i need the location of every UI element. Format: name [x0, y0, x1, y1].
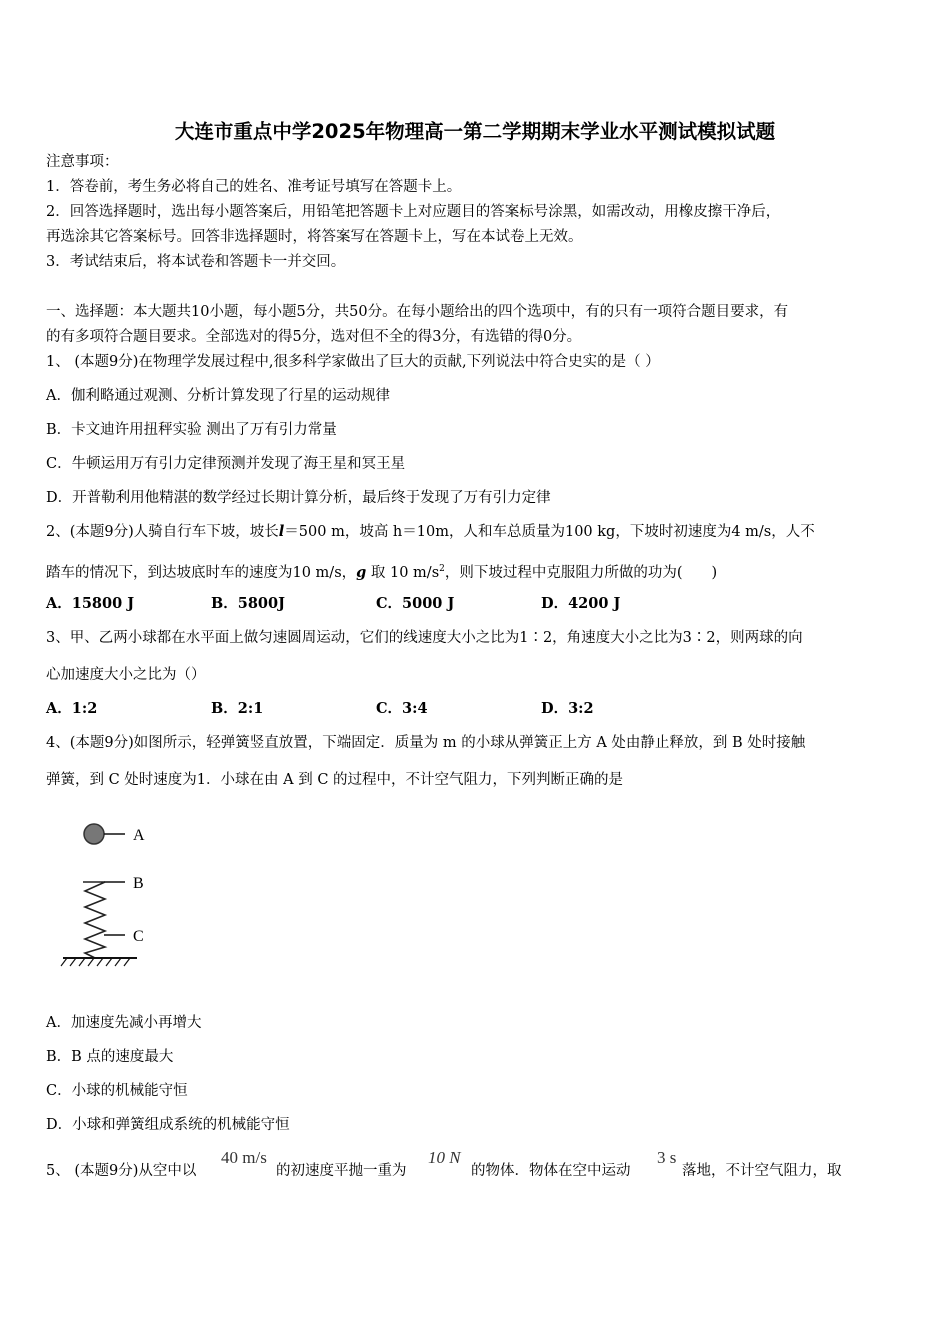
q2-g-symbol: g: [356, 563, 367, 581]
section1-line2: 的有多项符合题目要求。全部选对的得5分，选对但不全的得3分，有选错的得0分。: [46, 329, 582, 345]
notice-item-2-cont: 再选涂其它答案标号。回答非选择题时，将答案写在答题卡上，写在本试卷上无效。: [46, 229, 583, 245]
q3-option-d: D．3:2: [541, 700, 594, 717]
q5-part4: 落地，不计空气阻力，取: [682, 1163, 842, 1179]
q5-speed: 40 m/s: [221, 1148, 267, 1167]
diagram-label-b: B: [133, 875, 144, 892]
q4-option-c: C．小球的机械能守恒: [46, 1083, 188, 1099]
q1-stem: 1、 (本题9分)在物理学发展过程中,很多科学家做出了巨大的贡献,下列说法中符合史实的是（ ）: [46, 354, 660, 370]
diagram-label-c: C: [133, 928, 144, 945]
q2-option-d: D．4200 J: [541, 595, 621, 612]
q1-option-a: A．伽利略通过观测、分析计算发现了行星的运动规律: [46, 388, 390, 404]
q4-stem-line1: 4、(本题9分)如图所示，轻弹簧竖直放置，下端固定．质量为 m 的小球从弹簧正上方 A 处由静止释放，到 B 处时接触: [46, 735, 806, 751]
notice-item-1: 1．答卷前，考生务必将自己的姓名、准考证号填写在答题卡上。: [46, 179, 462, 195]
spring-ball-diagram: [55, 815, 165, 975]
q1-option-d: D．开普勒利用他精湛的数学经过长期计算分析，最后终于发现了万有引力定律: [46, 490, 551, 506]
q5-part2: 的初速度平抛一重为: [276, 1163, 407, 1179]
q2-stem-line2: [46, 559, 717, 583]
q2-line2-c: ，则下坡过程中克服阻力所做的功为( ): [444, 564, 718, 581]
q3-option-a: A．1:2: [46, 700, 98, 717]
q2-option-c: C．5000 J: [376, 595, 455, 612]
q4-option-a: A．加速度先减小再增大: [46, 1015, 202, 1031]
q2-line2-b: 取 10 m/s: [366, 564, 440, 581]
notice-heading: 注意事项：: [46, 154, 119, 170]
q5-part1: 5、 (本题9分)从空中以: [46, 1163, 197, 1179]
notice-item-2: 2．回答选择题时，选出每小题答案后，用铅笔把答题卡上对应题目的答案标号涂黑，如需改动，用橡皮擦干净后，: [46, 204, 781, 220]
diagram-label-a: A: [133, 827, 145, 844]
q2-line2-a: 踏车的情况下，到达坡底时车的速度为10 m/s，: [46, 564, 357, 581]
page-title: 大连市重点中学2025年物理高一第二学期期末学业水平测试模拟试题: [174, 120, 776, 143]
notice-item-3: 3．考试结束后，将本试卷和答题卡一并交回。: [46, 254, 346, 270]
q5-time: 3 s: [657, 1148, 677, 1167]
q3-option-b: B．2:1: [211, 700, 264, 717]
q4-stem-line2: 弹簧，到 C 处时速度为1．小球在由 A 到 C 的过程中，不计空气阻力，下列判断正确的是: [46, 772, 624, 788]
q1-option-b: B．卡文迪许用扭秤实验 测出了万有引力常量: [46, 422, 337, 438]
q2-stem-a: 2、(本题9分)人骑自行车下坡，坡长: [46, 524, 279, 540]
q2-stem-line1: [46, 522, 815, 542]
q2-sup: 2: [439, 564, 445, 574]
q2-l-symbol: l: [278, 523, 285, 540]
ball-icon: [84, 824, 104, 844]
q3-option-c: C．3:4: [376, 700, 428, 717]
q5-part3: 的物体．物体在空中运动: [471, 1163, 631, 1179]
section1-line1: 一、选择题：本大题共10小题，每小题5分，共50分。在每小题给出的四个选项中，有的只有一项符合题目要求，有: [46, 304, 789, 320]
q2-option-a: A．15800 J: [46, 595, 135, 612]
q2-stem-b: ＝500 m，坡高 h＝10m，人和车总质量为100 kg，下坡时初速度为4 m/s，人不: [284, 524, 815, 540]
q3-stem-line2: 心加速度大小之比为（）: [46, 667, 206, 683]
q4-option-b: B．B 点的速度最大: [46, 1049, 174, 1065]
q5-weight: 10 N: [428, 1148, 461, 1167]
q1-option-c: C．牛顿运用万有引力定律预测并发现了海王星和冥王星: [46, 456, 406, 472]
q3-stem-line1: 3、甲、乙两小球都在水平面上做匀速圆周运动，它们的线速度大小之比为1∶2，角速度大小之比为3∶2，则两球的向: [46, 630, 803, 646]
q4-option-d: D．小球和弹簧组成系统的机械能守恒: [46, 1117, 290, 1133]
spring-icon: [83, 882, 105, 958]
q2-option-b: B．5800J: [211, 595, 285, 612]
